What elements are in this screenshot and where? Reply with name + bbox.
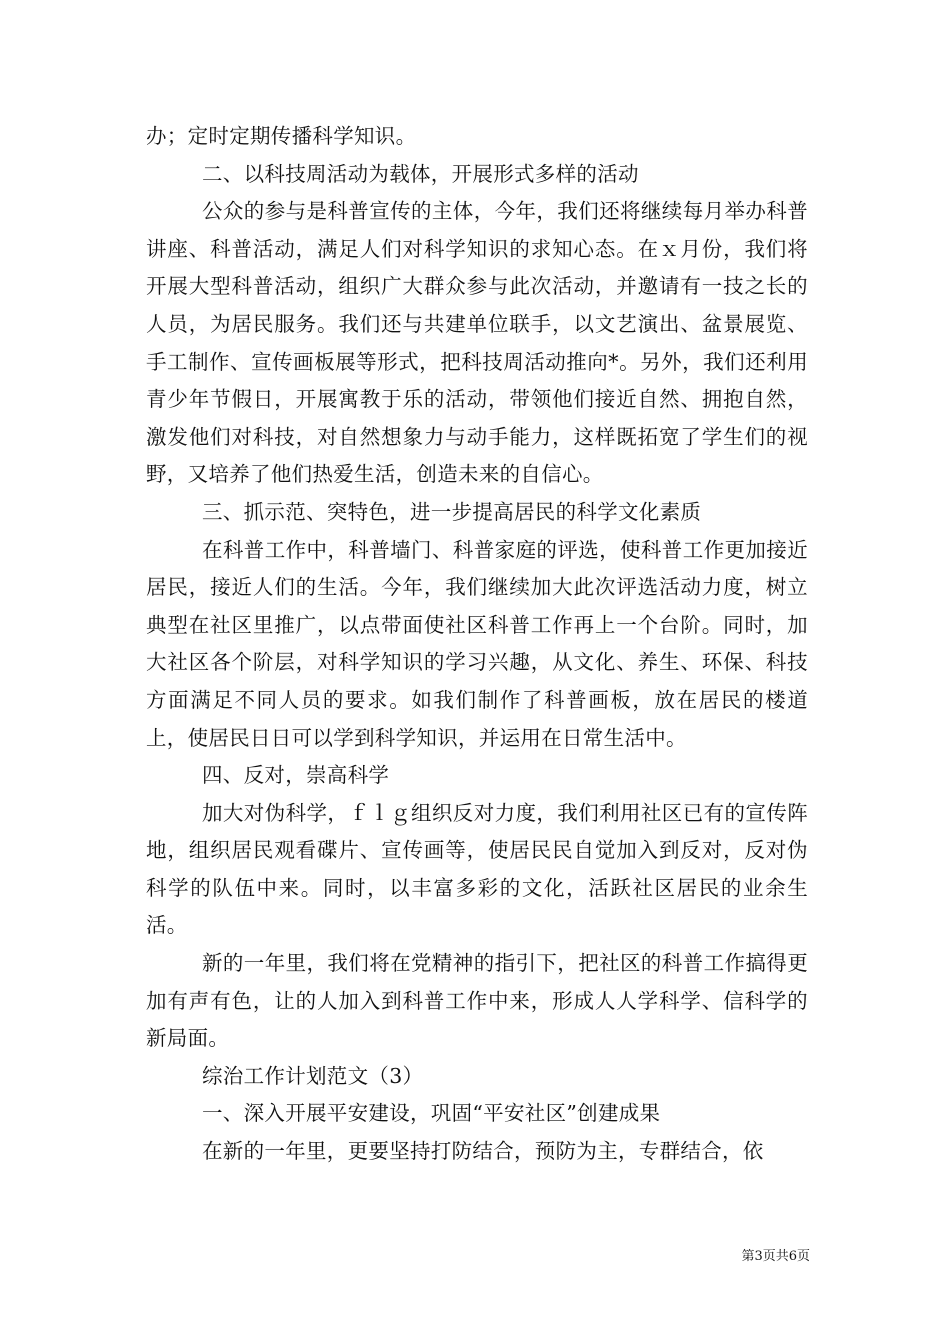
section-heading: 四、反对，崇高科学 xyxy=(202,763,390,788)
paragraph: 办；定时定期传播科学知识。 xyxy=(146,124,417,148)
document-body xyxy=(146,118,808,1171)
page-number: 第3页共6页 xyxy=(741,1249,810,1264)
section-heading: 一、深入开展平安建设，巩固“平安社区”创建成果 xyxy=(202,1101,661,1126)
paragraph: 公众的参与是科普宣传的主体，今年，我们还将继续每月举办科普讲座、科普活动，满足人们对科学知识的求知心态。在ｘ月份，我们将开展大型科普活动，组织广大群众参与此次活动，并邀请有一技之长的人员，为居民服务。我们还与共建单位联手，以文艺演出、盆景展览、手工制作、宣传画板展等形式，把科技周活动推向*。另外，我们还利用青少年节假日，开展寓教于乐的活动，带领他们接近自然、拥抱自然，激发他们对科技，对自然想象力与动手能力，这样既拓宽了学生们的视野，又培养了他们热爱生活，创造未来的自信心。 xyxy=(146,199,808,487)
section-heading: 二、以科技周活动为载体，开展形式多样的活动 xyxy=(202,161,639,186)
section-heading: 三、抓示范、突特色，进一步提高居民的科学文化素质 xyxy=(202,499,702,524)
document-subtitle: 综治工作计划范文（3） xyxy=(202,1063,424,1088)
paragraph: 加大对伪科学，ｆｌｇ组织反对力度，我们利用社区已有的宣传阵地，组织居民观看碟片、宣传画等，使居民民自觉加入到反对，反对伪科学的队伍中来。同时，以丰富多彩的文化，活跃社区居民的业余生活。 xyxy=(146,800,808,938)
paragraph: 新的一年里，我们将在党精神的指引下，把社区的科普工作搞得更加有声有色，让的人加入到科普工作中来，形成人人学科学、信科学的新局面。 xyxy=(146,951,808,1051)
paragraph: 在新的一年里，更要坚持打防结合，预防为主，专群结合，依 xyxy=(202,1139,764,1164)
paragraph: 在科普工作中，科普墙门、科普家庭的评选，使科普工作更加接近居民，接近人们的生活。今年，我们继续加大此次评选活动力度，树立典型在社区里推广，以点带面使社区科普工作再上一个台阶。同时，加大社区各个阶层，对科学知识的学习兴趣，从文化、养生、环保、科技方面满足不同人员的要求。如我们制作了科普画板，放在居民的楼道上，使居民日日可以学到科学知识，并运用在日常生活中。 xyxy=(146,537,808,750)
